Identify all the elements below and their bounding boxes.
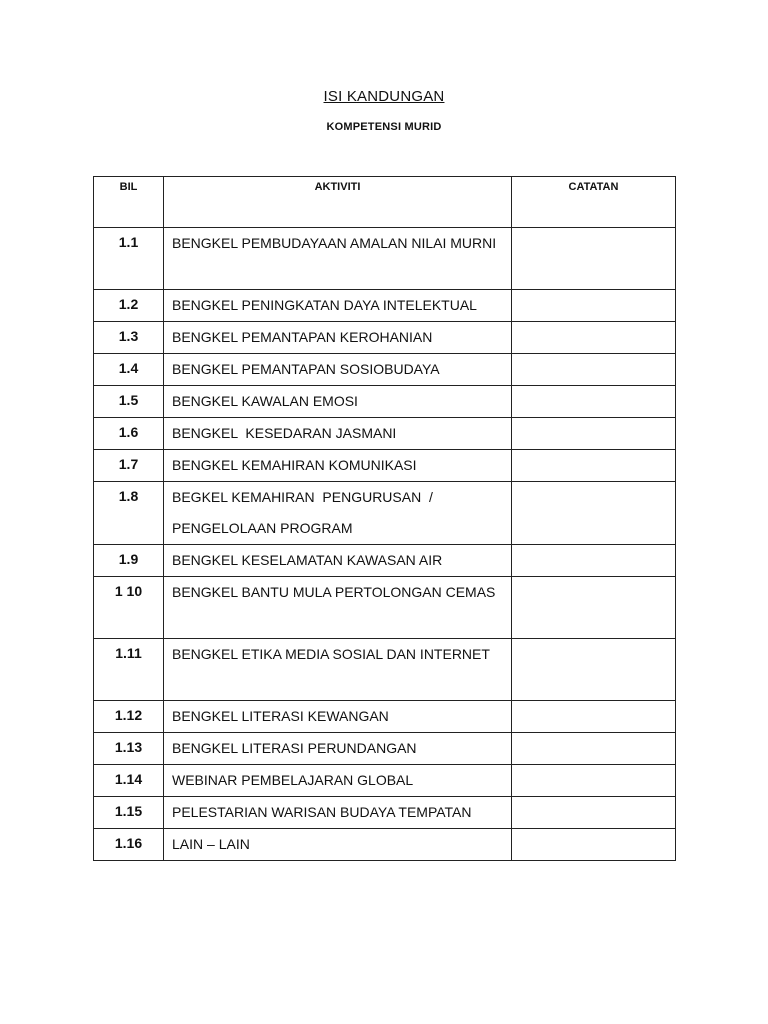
- row-catatan: [512, 418, 676, 450]
- row-aktiviti: BENGKEL LITERASI PERUNDANGAN: [164, 733, 512, 765]
- row-bil: 1.9: [94, 545, 164, 577]
- row-catatan: [512, 545, 676, 577]
- row-catatan: [512, 639, 676, 701]
- row-aktiviti: BENGKEL PEMBUDAYAAN AMALAN NILAI MURNI: [164, 228, 512, 290]
- header-bil: BIL: [94, 177, 164, 228]
- row-bil: 1.5: [94, 386, 164, 418]
- table-row: [94, 733, 676, 765]
- contents-table: [93, 176, 676, 861]
- row-bil: 1.6: [94, 418, 164, 450]
- row-bil: 1.15: [94, 797, 164, 829]
- row-bil: 1.3: [94, 322, 164, 354]
- table-body: [94, 228, 676, 861]
- row-catatan: [512, 322, 676, 354]
- row-catatan: [512, 733, 676, 765]
- table-row: [94, 829, 676, 861]
- row-catatan: [512, 765, 676, 797]
- row-bil: 1.4: [94, 354, 164, 386]
- row-catatan: [512, 577, 676, 639]
- table-row: [94, 418, 676, 450]
- table-row: [94, 545, 676, 577]
- table-row: [94, 228, 676, 290]
- table-row: [94, 765, 676, 797]
- document-title: ISI KANDUNGAN: [323, 88, 445, 105]
- table-header-row: [94, 177, 676, 228]
- row-bil: 1.1: [94, 228, 164, 290]
- row-aktiviti: BENGKEL KESELAMATAN KAWASAN AIR: [164, 545, 512, 577]
- row-aktiviti: BENGKEL PENINGKATAN DAYA INTELEKTUAL: [164, 290, 512, 322]
- table-row: [94, 450, 676, 482]
- row-catatan: [512, 228, 676, 290]
- table-row: [94, 797, 676, 829]
- row-catatan: [512, 701, 676, 733]
- row-catatan: [512, 354, 676, 386]
- row-aktiviti: LAIN – LAIN: [164, 829, 512, 861]
- row-aktiviti: BENGKEL LITERASI KEWANGAN: [164, 701, 512, 733]
- row-bil: 1.12: [94, 701, 164, 733]
- row-bil: 1.7: [94, 450, 164, 482]
- table-row: [94, 639, 676, 701]
- row-aktiviti: BENGKEL PEMANTAPAN KEROHANIAN: [164, 322, 512, 354]
- row-bil: 1.14: [94, 765, 164, 797]
- row-aktiviti: BENGKEL ETIKA MEDIA SOSIAL DAN INTERNET: [164, 639, 512, 701]
- row-aktiviti: BENGKEL KEMAHIRAN KOMUNIKASI: [164, 450, 512, 482]
- table-row: [94, 701, 676, 733]
- table-row: [94, 482, 676, 545]
- row-catatan: [512, 797, 676, 829]
- row-aktiviti: WEBINAR PEMBELAJARAN GLOBAL: [164, 765, 512, 797]
- table-row: [94, 290, 676, 322]
- row-bil: 1.8: [94, 482, 164, 545]
- table-row: [94, 322, 676, 354]
- row-catatan: [512, 450, 676, 482]
- document-subtitle: KOMPETENSI MURID: [326, 121, 442, 133]
- row-bil: 1.2: [94, 290, 164, 322]
- row-aktiviti: PELESTARIAN WARISAN BUDAYA TEMPATAN: [164, 797, 512, 829]
- row-catatan: [512, 386, 676, 418]
- header-aktiviti: AKTIVITI: [164, 177, 512, 228]
- table-row: [94, 354, 676, 386]
- row-aktiviti: BEGKEL KEMAHIRAN PENGURUSAN / PENGELOLAAN PROGRAM: [164, 482, 512, 545]
- row-bil: 1.13: [94, 733, 164, 765]
- row-bil: 1.11: [94, 639, 164, 701]
- row-catatan: [512, 482, 676, 545]
- row-catatan: [512, 829, 676, 861]
- row-aktiviti: BENGKEL KESEDARAN JASMANI: [164, 418, 512, 450]
- row-aktiviti: BENGKEL PEMANTAPAN SOSIOBUDAYA: [164, 354, 512, 386]
- row-aktiviti: BENGKEL KAWALAN EMOSI: [164, 386, 512, 418]
- row-bil: 1 10: [94, 577, 164, 639]
- table-row: [94, 386, 676, 418]
- row-catatan: [512, 290, 676, 322]
- header-catatan: CATATAN: [512, 177, 676, 228]
- table-row: [94, 577, 676, 639]
- row-bil: 1.16: [94, 829, 164, 861]
- row-aktiviti: BENGKEL BANTU MULA PERTOLONGAN CEMAS: [164, 577, 512, 639]
